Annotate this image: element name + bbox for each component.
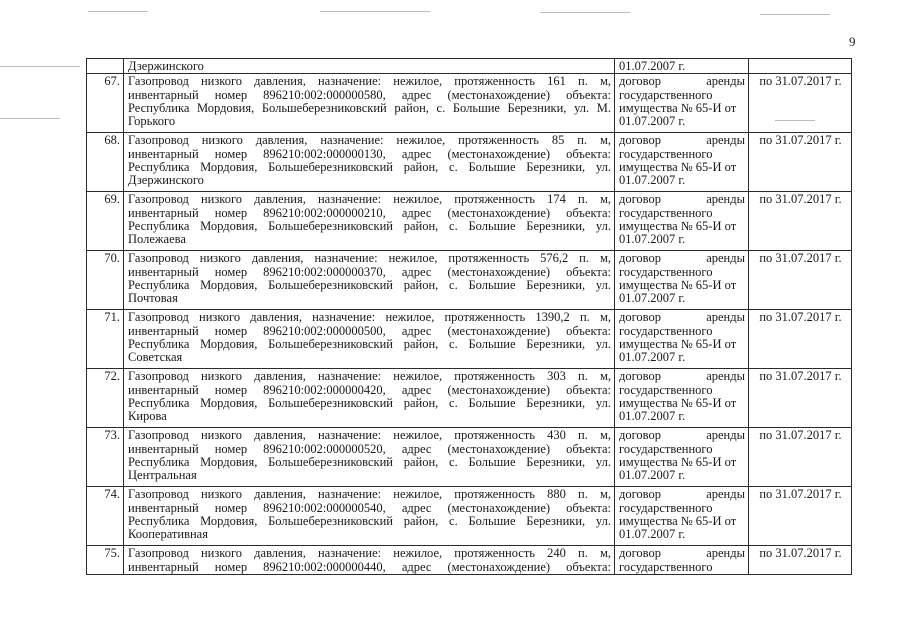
description-line: Центральная: [128, 469, 197, 483]
document-line: имущества № 65-И от: [619, 278, 737, 292]
document-line: [619, 311, 745, 324]
document-word: договор: [619, 546, 661, 561]
basis-document: [615, 59, 749, 74]
description-line: Газопровод низкого давления, назначение: нежилое, протяженность 1390,2 п. м,: [128, 310, 611, 325]
description-line: Республика Мордовия, Большеберезниковский район, с. Большие Березники, ул.: [128, 395, 611, 410]
basis-document: [615, 546, 749, 575]
term: по 31.07.2017 г.: [749, 133, 852, 192]
scan-artifact: [0, 66, 80, 67]
document-word: аренды: [706, 310, 745, 325]
document-line: государственного: [619, 324, 713, 338]
row-number: 71.: [87, 310, 124, 369]
property-table: [86, 58, 852, 575]
description-line: инвентарный номер 896210:002:000000580, адрес (местонахождение) объекта:: [128, 87, 611, 102]
description-line: инвентарный номер 896210:002:000000420, адрес (местонахождение) объекта:: [128, 382, 611, 397]
scan-artifact: [540, 12, 630, 13]
document-line: [619, 429, 745, 442]
row-number: 73.: [87, 428, 124, 487]
row-number: 74.: [87, 487, 124, 546]
document-word: договор: [619, 369, 661, 384]
document-line: государственного: [619, 206, 713, 220]
property-table-body: [87, 59, 852, 575]
term: по 31.07.2017 г.: [749, 428, 852, 487]
document-line: [619, 488, 745, 501]
document-line: [619, 193, 745, 206]
table-row: [87, 192, 852, 251]
table-row: [87, 428, 852, 487]
document-word: договор: [619, 133, 661, 148]
term: по 31.07.2017 г.: [749, 487, 852, 546]
description-line: инвентарный номер 896210:002:000000130, адрес (местонахождение) объекта:: [128, 146, 611, 161]
basis-document: [615, 192, 749, 251]
document-word: аренды: [706, 428, 745, 443]
scan-artifact: [760, 14, 830, 15]
continued-row: [87, 59, 852, 74]
row-number: 69.: [87, 192, 124, 251]
description-line: Республика Мордовия, Большеберезниковский район, с. Большие Березники, ул.: [128, 336, 611, 351]
description-line: Дзержинского: [128, 174, 204, 188]
object-description: [124, 74, 615, 133]
description-line: Газопровод низкого давления, назначение: нежилое, протяженность 576,2 п. м,: [128, 251, 611, 266]
document-line: 01.07.2007 г.: [619, 174, 686, 188]
description-line: Полежаева: [128, 233, 186, 247]
document-line: 01.07.2007 г.: [619, 115, 686, 129]
description-line: инвентарный номер 896210:002:000000440, адрес (местонахождение) объекта:: [128, 559, 611, 574]
document-word: договор: [619, 192, 661, 207]
document-word: договор: [619, 310, 661, 325]
description-line: инвентарный номер 896210:002:000000210, адрес (местонахождение) объекта:: [128, 205, 611, 220]
page-number: 9: [849, 34, 856, 49]
object-description: [124, 546, 615, 575]
row-number: 72.: [87, 369, 124, 428]
description-line: инвентарный номер 896210:002:000000520, адрес (местонахождение) объекта:: [128, 441, 611, 456]
document-line: 01.07.2007 г.: [619, 60, 686, 73]
document-word: аренды: [706, 546, 745, 561]
document-word: аренды: [706, 487, 745, 502]
document-line: [619, 134, 745, 147]
object-description: [124, 59, 615, 74]
document-line: государственного: [619, 383, 713, 397]
document-word: аренды: [706, 74, 745, 89]
document-word: аренды: [706, 192, 745, 207]
row-number: 75.: [87, 546, 124, 575]
description-line: Республика Мордовия, Большеберезниковский район, с. Большие Березники, ул.: [128, 513, 611, 528]
description-line: инвентарный номер 896210:002:000000500, адрес (местонахождение) объекта:: [128, 323, 611, 338]
table-row: [87, 251, 852, 310]
document-line: 01.07.2007 г.: [619, 233, 686, 247]
document-word: договор: [619, 251, 661, 266]
term: по 31.07.2017 г.: [749, 310, 852, 369]
basis-document: [615, 74, 749, 133]
row-number: [87, 59, 124, 74]
term: по 31.07.2017 г.: [749, 74, 852, 133]
object-description: [124, 369, 615, 428]
description-line: Почтовая: [128, 292, 178, 306]
document-word: аренды: [706, 369, 745, 384]
document-line: 01.07.2007 г.: [619, 292, 686, 306]
basis-document: [615, 133, 749, 192]
row-number: 68.: [87, 133, 124, 192]
description-line: Республика Мордовия, Большеберезниковский район, с. Большие Березники, ул.: [128, 218, 611, 233]
basis-document: [615, 369, 749, 428]
description-line: Газопровод низкого давления, назначение: нежилое, протяженность 174 п. м,: [128, 192, 611, 207]
description-line: Газопровод низкого давления, назначение: нежилое, протяженность 880 п. м,: [128, 487, 611, 502]
document-line: государственного: [619, 442, 713, 456]
description-line: Газопровод низкого давления, назначение: нежилое, протяженность 303 п. м,: [128, 369, 611, 384]
object-description: [124, 192, 615, 251]
document-line: имущества № 65-И от: [619, 219, 737, 233]
document-line: государственного: [619, 88, 713, 102]
document-line: [619, 547, 745, 560]
scan-artifact: [88, 11, 148, 12]
document-line: имущества № 65-И от: [619, 160, 737, 174]
description-line: Кирова: [128, 410, 167, 424]
document-line: 01.07.2007 г.: [619, 528, 686, 542]
document-line: имущества № 65-И от: [619, 396, 737, 410]
document-line: государственного: [619, 560, 713, 574]
document-word: договор: [619, 74, 661, 89]
document-line: имущества № 65-И от: [619, 101, 737, 115]
document-line: [619, 75, 745, 88]
description-line: Газопровод низкого давления, назначение: нежилое, протяженность 240 п. м,: [128, 546, 611, 561]
document-line: 01.07.2007 г.: [619, 410, 686, 424]
scan-artifact: [320, 11, 430, 12]
term: по 31.07.2017 г.: [749, 192, 852, 251]
description-line: Газопровод низкого давления, назначение: нежилое, протяженность 161 п. м,: [128, 74, 611, 89]
document-word: аренды: [706, 133, 745, 148]
description-line: инвентарный номер 896210:002:000000540, адрес (местонахождение) объекта:: [128, 500, 611, 515]
object-description: [124, 251, 615, 310]
document-line: имущества № 65-И от: [619, 455, 737, 469]
basis-document: [615, 251, 749, 310]
table-row: [87, 487, 852, 546]
object-description: [124, 487, 615, 546]
document-word: аренды: [706, 251, 745, 266]
document-line: 01.07.2007 г.: [619, 469, 686, 483]
description-line: Республика Мордовия, Большеберезниковский район, с. Большие Березники, ул.: [128, 159, 611, 174]
description-line: Газопровод низкого давления, назначение: нежилое, протяженность 85 п. м,: [128, 133, 611, 148]
basis-document: [615, 428, 749, 487]
document-word: договор: [619, 487, 661, 502]
description-line: Советская: [128, 351, 183, 365]
table-row: [87, 310, 852, 369]
description-line: Республика Мордовия, Большеберезниковский район, с. Большие Березники, ул.: [128, 454, 611, 469]
term: по 31.07.2017 г.: [749, 251, 852, 310]
description-line: Дзержинского: [128, 60, 204, 73]
basis-document: [615, 310, 749, 369]
description-line: Горького: [128, 115, 176, 129]
description-line: Кооперативная: [128, 528, 208, 542]
document-line: государственного: [619, 265, 713, 279]
scan-artifact: [0, 118, 60, 119]
document-line: имущества № 65-И от: [619, 514, 737, 528]
object-description: [124, 428, 615, 487]
row-number: 70.: [87, 251, 124, 310]
term: по 31.07.2017 г.: [749, 546, 852, 575]
document-line: государственного: [619, 501, 713, 515]
table-row: [87, 546, 852, 575]
description-line: Республика Мордовия, Большеберезниковский район, с. Большие Березники, ул. М.: [128, 100, 611, 115]
table-row: [87, 74, 852, 133]
row-number: 67.: [87, 74, 124, 133]
term: по 31.07.2017 г.: [749, 369, 852, 428]
table-row: [87, 133, 852, 192]
document-line: 01.07.2007 г.: [619, 351, 686, 365]
description-line: Республика Мордовия, Большеберезниковский район, с. Большие Березники, ул.: [128, 277, 611, 292]
document-word: договор: [619, 428, 661, 443]
description-line: Газопровод низкого давления, назначение: нежилое, протяженность 430 п. м,: [128, 428, 611, 443]
object-description: [124, 133, 615, 192]
basis-document: [615, 487, 749, 546]
document-line: [619, 370, 745, 383]
object-description: [124, 310, 615, 369]
term: [749, 59, 852, 74]
document-line: имущества № 65-И от: [619, 337, 737, 351]
description-line: инвентарный номер 896210:002:000000370, адрес (местонахождение) объекта:: [128, 264, 611, 279]
document-line: [619, 252, 745, 265]
document-line: государственного: [619, 147, 713, 161]
table-row: [87, 369, 852, 428]
